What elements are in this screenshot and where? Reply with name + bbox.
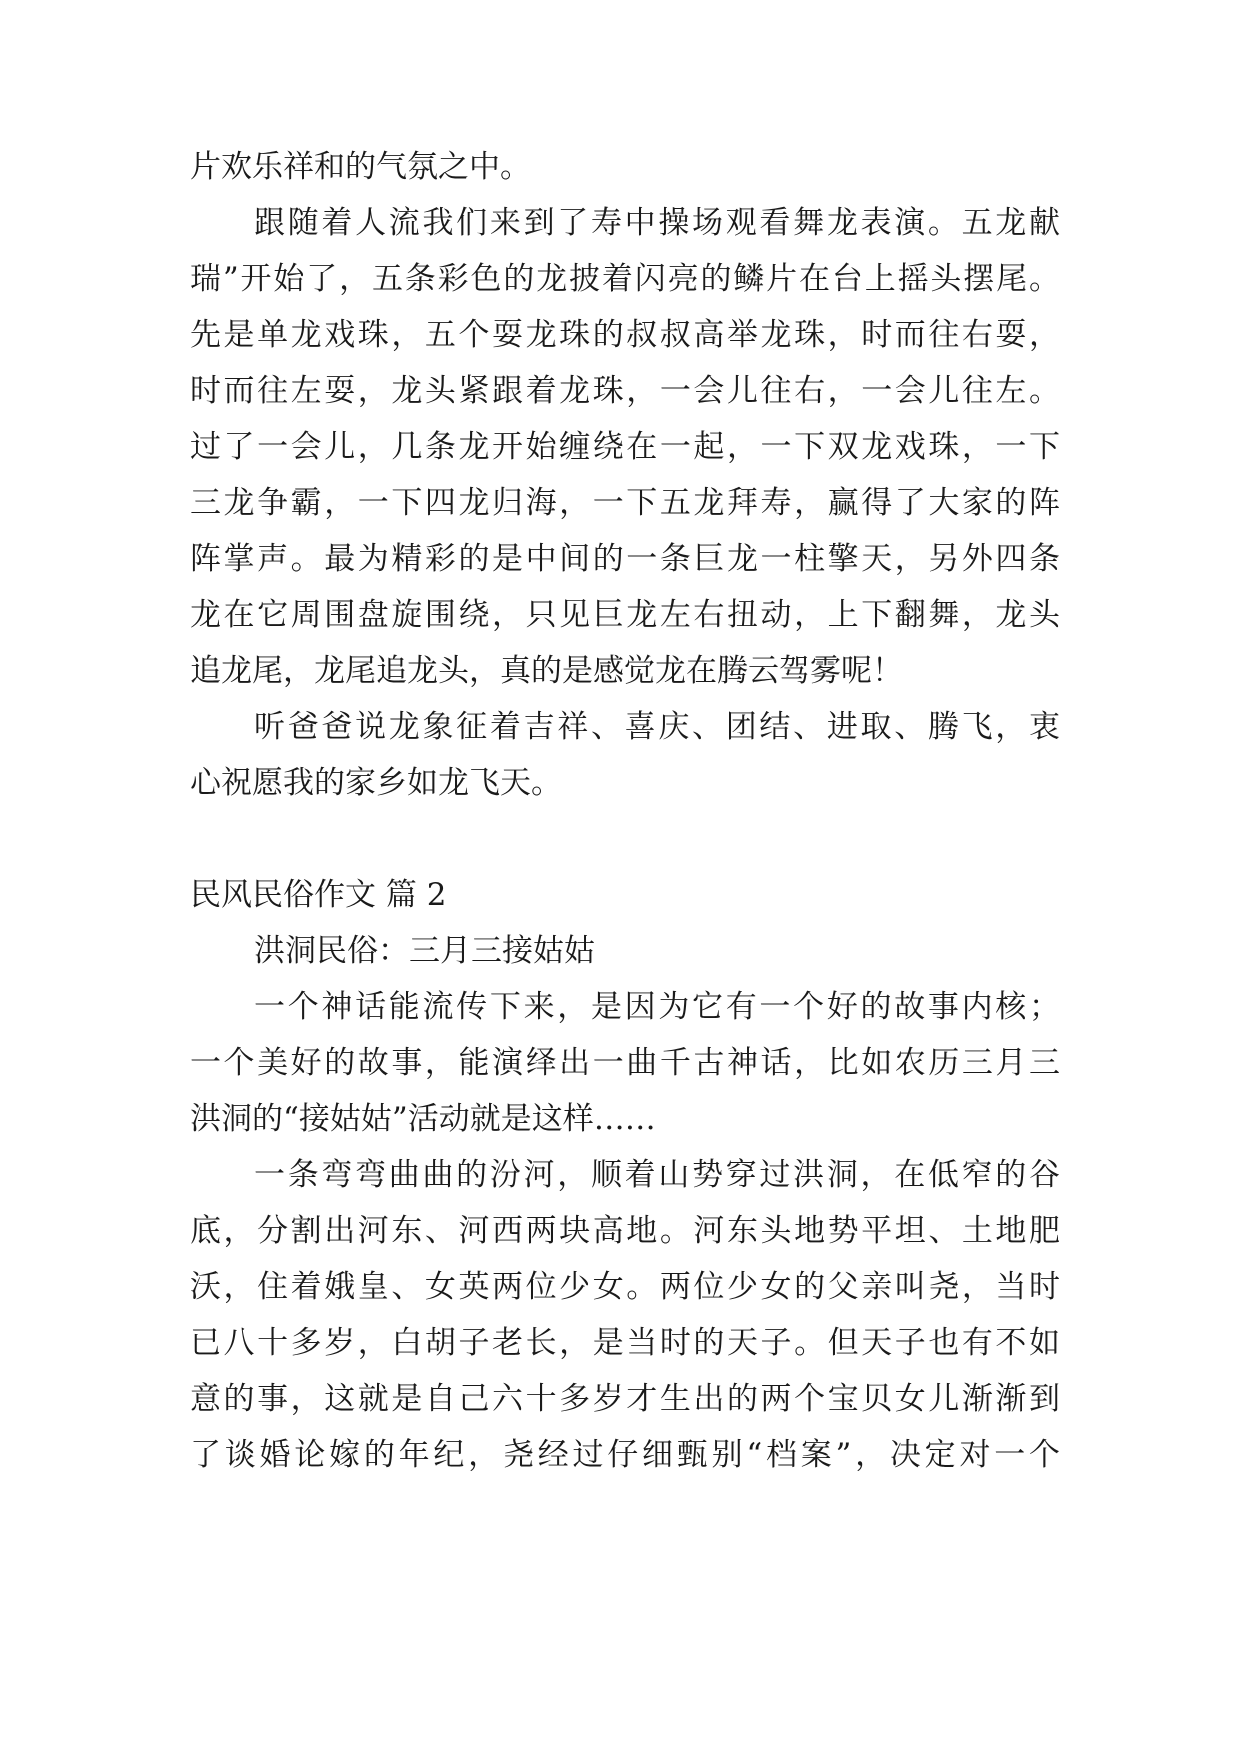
paragraph-line: 跟随着人流我们来到了寿中操场观看舞龙表演。五龙献	[254, 205, 1060, 241]
paragraph-line: 龙在它周围盘旋围绕，只见巨龙左右扭动，上下翻舞，龙头	[190, 597, 1060, 633]
paragraph-line: 三龙争霸，一下四龙归海，一下五龙拜寿，赢得了大家的阵	[190, 485, 1060, 521]
paragraph-line: 意的事，这就是自己六十多岁才生出的两个宝贝女儿渐渐到	[190, 1381, 1060, 1417]
paragraph-line: 已八十多岁，白胡子老长，是当时的天子。但天子也有不如	[190, 1325, 1060, 1361]
paragraph-line: 一条弯弯曲曲的汾河，顺着山势穿过洪洞，在低窄的谷	[254, 1157, 1060, 1193]
paragraph-line: 时而往左耍，龙头紧跟着龙珠，一会儿往右，一会儿往左。	[190, 373, 1060, 409]
paragraph-line: 过了一会儿，几条龙开始缠绕在一起，一下双龙戏珠，一下	[190, 429, 1060, 465]
paragraph-line: 心祝愿我的家乡如龙飞天。	[190, 765, 562, 801]
paragraph-line: 听爸爸说龙象征着吉祥、喜庆、团结、进取、腾飞，衷	[254, 709, 1060, 745]
section-subtitle: 洪洞民俗：三月三接姑姑	[254, 933, 595, 969]
paragraph-line: 底，分割出河东、河西两块高地。河东头地势平坦、土地肥	[190, 1213, 1060, 1249]
paragraph-line: 追龙尾，龙尾追龙头，真的是感觉龙在腾云驾雾呢！	[190, 653, 903, 689]
paragraph-continuation: 片欢乐祥和的气氛之中。	[190, 149, 531, 185]
paragraph-line: 沃，住着娥皇、女英两位少女。两位少女的父亲叫尧，当时	[190, 1269, 1060, 1305]
paragraph-line: 了谈婚论嫁的年纪，尧经过仔细甄别“档案”，决定对一个	[190, 1437, 1060, 1473]
paragraph-line: 阵掌声。最为精彩的是中间的一条巨龙一柱擎天，另外四条	[190, 541, 1060, 577]
paragraph-line: 一个美好的故事，能演绎出一曲千古神话，比如农历三月三	[190, 1045, 1060, 1081]
paragraph-line: 瑞”开始了，五条彩色的龙披着闪亮的鳞片在台上摇头摆尾。	[190, 261, 1060, 297]
section-heading: 民风民俗作文 篇 2	[190, 877, 447, 913]
paragraph-line: 洪洞的“接姑姑”活动就是这样……	[190, 1101, 656, 1137]
paragraph-line: 一个神话能流传下来，是因为它有一个好的故事内核；	[254, 989, 1060, 1025]
paragraph-line: 先是单龙戏珠，五个耍龙珠的叔叔高举龙珠，时而往右耍，	[190, 317, 1060, 353]
